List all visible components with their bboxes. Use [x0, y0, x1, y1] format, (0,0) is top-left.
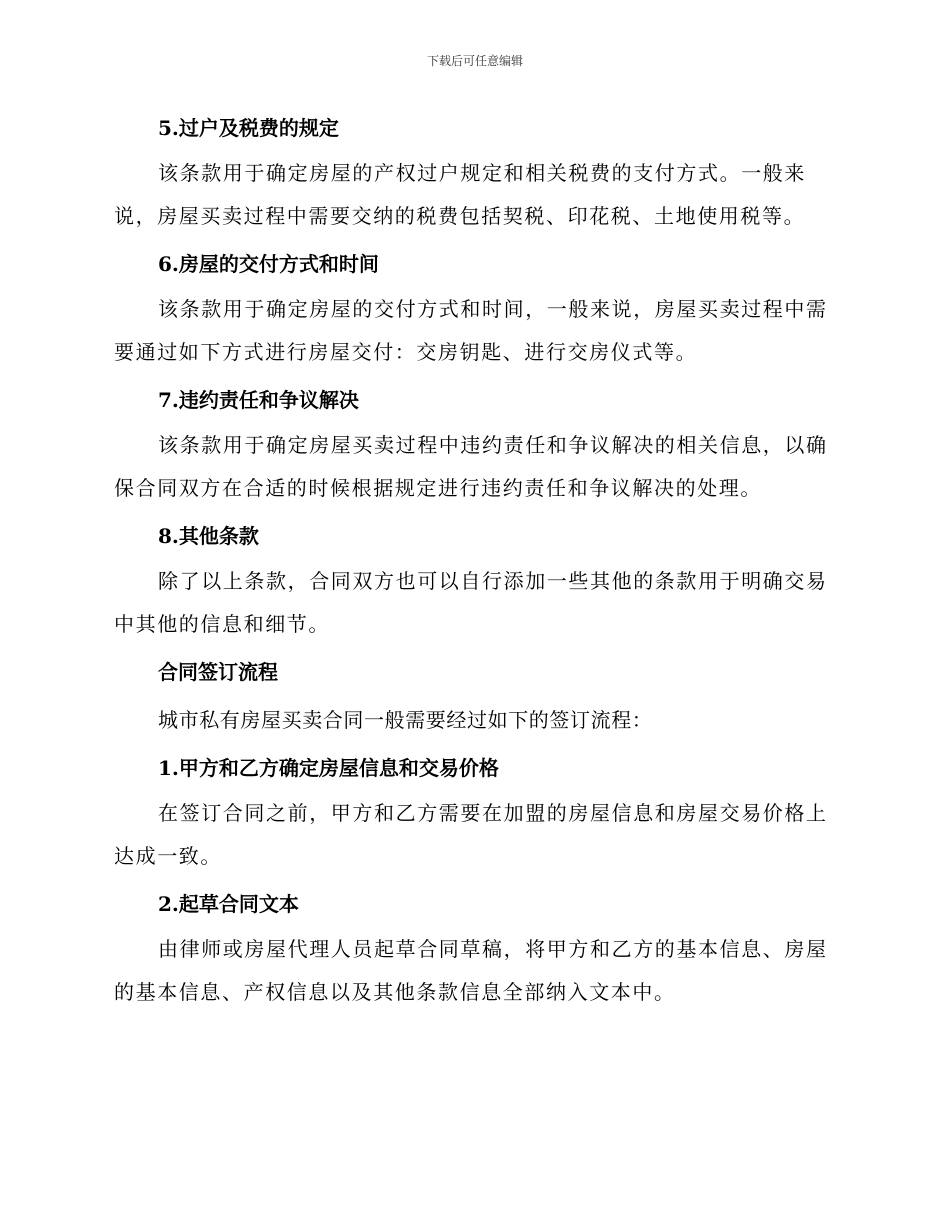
- section-heading-draft-contract: 2.起草合同文本: [158, 892, 299, 916]
- section-heading-confirm-info-price: 1.甲方和乙方确定房屋信息和交易价格: [158, 756, 499, 780]
- paragraph-draft-contract: 由律师或房屋代理人员起草合同草稿，将甲方和乙方的基本信息、房屋的基本信息、产权信息以及其他条款信息全部纳入文本中。: [114, 937, 828, 1004]
- section-heading-breach-disputes: 7.违约责任和争议解决: [158, 388, 359, 412]
- page-header: 下载后可任意编辑: [426, 54, 523, 68]
- paragraph-signing-intro: 城市私有房屋买卖合同一般需要经过如下的签订流程：: [158, 708, 653, 732]
- paragraph-transfer-taxes: 该条款用于确定房屋的产权过户规定和相关税费的支付方式。一般来说，房屋买卖过程中需要交纳的税费包括契税、印花税、土地使用税等。: [114, 161, 806, 228]
- document-body: [114, 104, 834, 1014]
- paragraph-breach-disputes: 该条款用于确定房屋买卖过程中违约责任和争议解决的相关信息，以确保合同双方在合适的时候根据规定进行违约责任和争议解决的处理。: [114, 433, 828, 500]
- section-heading-delivery: 6.房屋的交付方式和时间: [158, 252, 379, 276]
- section-heading-other-terms: 8.其他条款: [158, 524, 259, 548]
- paragraph-other-terms: 除了以上条款，合同双方也可以自行添加一些其他的条款用于明确交易中其他的信息和细节。: [114, 569, 828, 636]
- paragraph-delivery: 该条款用于确定房屋的交付方式和时间，一般来说，房屋买卖过程中需要通过如下方式进行房屋交付：交房钥匙、进行交房仪式等。: [114, 297, 828, 364]
- section-heading-transfer-taxes: 5.过户及税费的规定: [158, 116, 339, 140]
- paragraph-confirm-info-price: 在签订合同之前，甲方和乙方需要在加盟的房屋信息和房屋交易价格上达成一致。: [114, 801, 828, 868]
- section-heading-signing-process: 合同签订流程: [158, 660, 278, 684]
